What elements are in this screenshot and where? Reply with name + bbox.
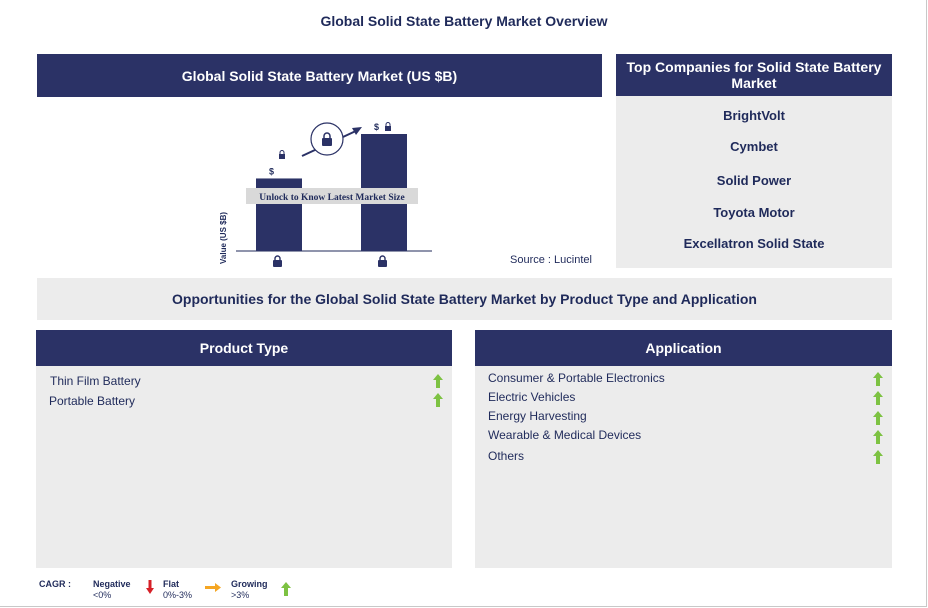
flat-range: 0%-3% — [163, 590, 193, 600]
application-item: Energy Harvesting — [488, 409, 587, 423]
bar-2-value-lock-icon — [385, 123, 391, 132]
top-companies-header: Top Companies for Solid State Battery Market — [616, 54, 892, 96]
unlock-banner-text: Unlock to Know Latest Market Size — [259, 193, 405, 203]
growing-arrow-icon — [873, 430, 883, 444]
top-companies-list — [616, 96, 892, 268]
source-note: Source : Lucintel — [510, 254, 592, 266]
market-size-header: Global Solid State Battery Market (US $B) — [37, 54, 602, 97]
flat-arrow-icon — [205, 583, 221, 592]
growing-arrow-icon — [873, 391, 883, 405]
product-type-item: Thin Film Battery — [50, 374, 141, 388]
opportunities-title: Opportunities for the Global Solid State Battery Market by Product Type and Application — [37, 278, 892, 320]
company-item: BrightVolt — [723, 108, 785, 123]
growing-label: Growing — [231, 579, 268, 589]
growing-arrow-icon — [873, 372, 883, 386]
growing-arrow-icon — [873, 450, 883, 464]
negative-arrow-icon — [146, 580, 154, 594]
product-type-item: Portable Battery — [49, 394, 136, 408]
application-panel — [475, 366, 892, 568]
category-2-lock-icon — [378, 256, 387, 267]
product-type-panel — [36, 366, 452, 568]
product-type-header: Product Type — [36, 330, 452, 366]
flat-label: Flat — [163, 579, 180, 589]
application-item: Wearable & Medical Devices — [488, 428, 642, 442]
company-item: Cymbet — [730, 139, 778, 154]
growing-range: >3% — [231, 590, 250, 600]
cagr-legend — [36, 576, 336, 604]
growing-arrow-icon — [433, 374, 443, 388]
y-axis-label: Value (US $B) — [219, 211, 228, 265]
bar-1-value-label: $ — [269, 166, 275, 177]
market-size-chart — [210, 110, 450, 270]
growing-arrow-icon — [281, 581, 291, 597]
application-header: Application — [475, 330, 892, 366]
negative-range: <0% — [93, 590, 112, 600]
growing-arrow-icon — [873, 411, 883, 425]
application-item: Consumer & Portable Electronics — [488, 371, 665, 385]
company-item: Solid Power — [716, 173, 792, 188]
company-item: Excellatron Solid State — [683, 236, 825, 251]
application-item: Others — [488, 449, 525, 463]
page-title: Global Solid State Battery Market Overview — [320, 13, 608, 29]
bar-1-value-lock-icon — [279, 151, 285, 160]
bar-2-value-label: $ — [374, 122, 380, 132]
application-item: Electric Vehicles — [488, 390, 576, 404]
category-1-lock-icon — [273, 256, 282, 267]
growing-arrow-icon — [433, 393, 443, 407]
negative-label: Negative — [93, 579, 131, 589]
cagr-label: CAGR : — [39, 579, 71, 589]
company-item: Toyota Motor — [713, 205, 795, 220]
